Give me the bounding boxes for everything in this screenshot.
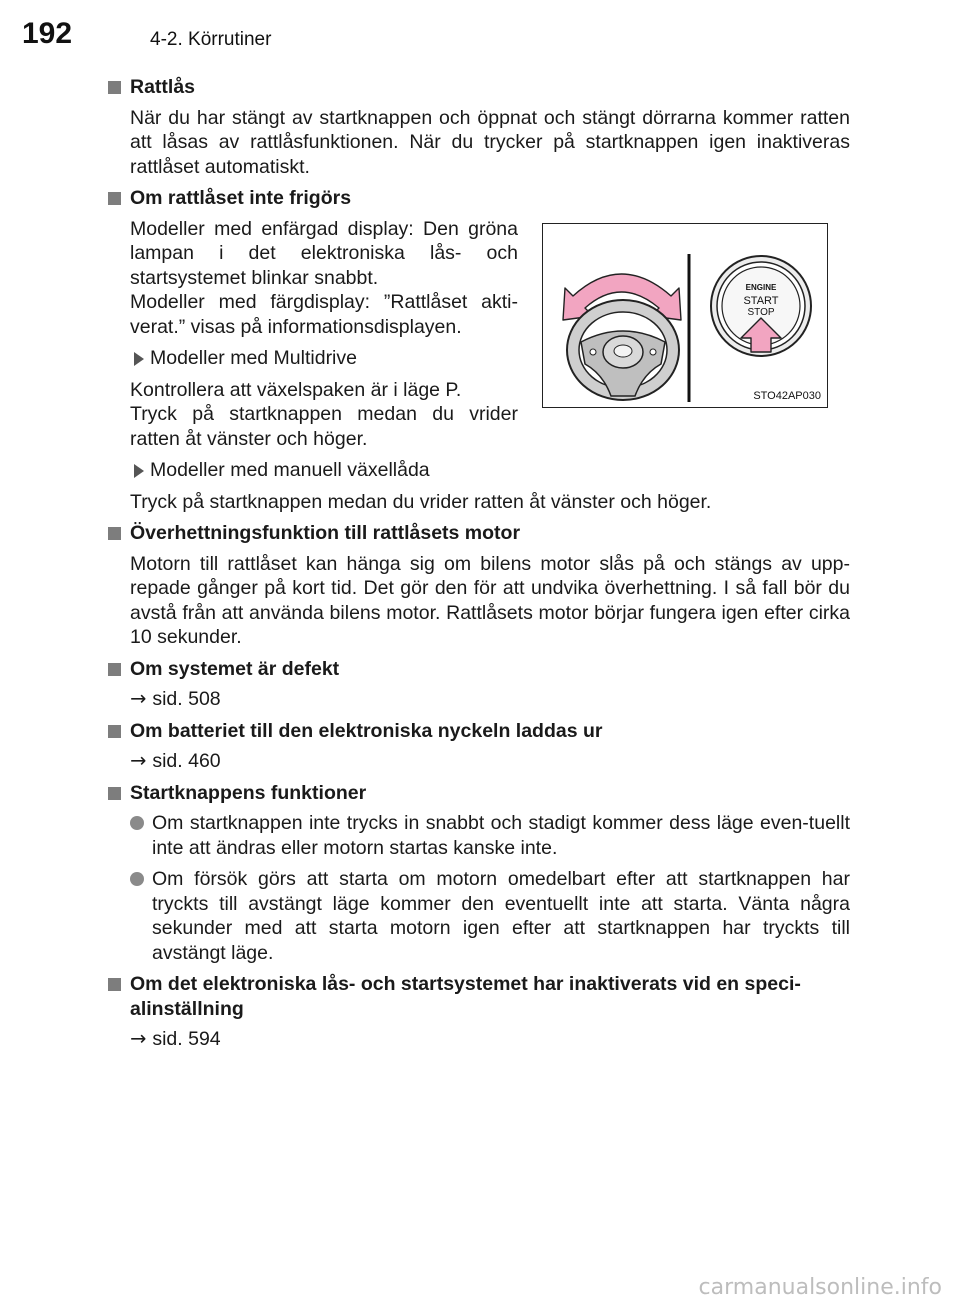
heading-text: Om det elektroniska lås- och startsystemet har inaktiverats vid en speci-alinställning — [130, 973, 801, 1020]
multidrive-text-2: Tryck på startknappen medan du vrider ratten åt vänster och höger. — [130, 403, 518, 450]
button-label-stop: STOP — [747, 306, 775, 318]
figure-code: STO42AP030 — [753, 389, 821, 402]
manual-label-text: Modeller med manuell växellåda — [150, 459, 430, 481]
page-content — [108, 75, 850, 1059]
button-label-start: START — [743, 294, 779, 307]
list-item — [130, 867, 850, 965]
section-title: 4-2. Körrutiner — [150, 29, 272, 50]
heading-defect — [108, 657, 850, 682]
square-bullet-icon — [108, 81, 121, 94]
steering-wheel-illustration — [543, 224, 826, 406]
frigors-block — [130, 217, 850, 459]
square-bullet-icon — [108, 192, 121, 205]
heading-overheat — [108, 521, 850, 546]
square-bullet-icon — [108, 787, 121, 800]
multidrive-label-text: Modeller med Multidrive — [150, 347, 357, 369]
square-bullet-icon — [108, 527, 121, 540]
ref-battery — [130, 749, 850, 774]
page-reference-link[interactable]: sid. 594 — [152, 1028, 221, 1050]
heading-text: Överhettningsfunktion till rattlåsets motor — [130, 522, 521, 544]
heading-text: Om batteriet till den elektroniska nyckeln laddas ur — [130, 719, 603, 742]
steering-wheel-icon — [567, 300, 679, 400]
manual-text: Tryck på startknappen medan du vrider ratten åt vänster och höger. — [130, 490, 712, 513]
button-label-engine: ENGINE — [745, 282, 777, 292]
heading-rattlas — [108, 75, 850, 100]
circle-bullet-icon — [130, 872, 144, 886]
heading-text: Startknappens funktioner — [130, 781, 367, 804]
display-color-text: Modeller med färgdisplay: ”Rattlåset akti-verat.” visas på informationsdisplayen. — [130, 291, 518, 338]
heading-text: Om systemet är defekt — [130, 657, 340, 680]
heading-battery — [108, 719, 850, 744]
list-item-text: Om försök görs att starta om motorn omedelbart efter att startknappen har tryckts till avstängt läge kommer den eventuellt inte att starta. Vänta några sekunder med att starta motorn igen efter att startknappen har tryckts till avstängt läge. — [152, 868, 850, 964]
list-item — [130, 811, 850, 860]
frigors-text-column — [130, 217, 518, 459]
square-bullet-icon — [108, 725, 121, 738]
display-mono-text: Modeller med enfärgad display: Den gröna lampan i det elektroniska lås- och startsystemet blinkar snabbt. — [130, 217, 518, 289]
heading-text: Om rattlåset inte frigörs — [130, 187, 352, 209]
triangle-bullet-icon — [134, 464, 144, 478]
arrow-right-icon: → — [130, 687, 147, 710]
arrow-right-icon: → — [130, 1027, 147, 1050]
paragraph-overheat: Motorn till rattlåset kan hänga sig om bilens motor slås på och stängs av upp-repade gånger på kort tid. Det gör den för att undvika överhettning. I så fall bör du avstå från att använda bilens motor. Rattlåsets motor börjar fungera igen efter cirka 10 sekunder. — [130, 552, 850, 648]
paragraph-rattlas: När du har stängt av startknappen och öppnat och stängt dörrarna kommer ratten att låsas av rattlåsfunktionen. När du trycker på startknappen igen inaktiveras rattlåset automatiskt. — [130, 106, 850, 178]
multidrive-text-1: Kontrollera att växelspaken är i läge P. — [130, 378, 462, 401]
page-reference-link[interactable]: sid. 508 — [152, 688, 221, 710]
steering-lock-figure — [542, 223, 828, 408]
multidrive-label — [130, 346, 518, 371]
square-bullet-icon — [108, 978, 121, 991]
heading-functions — [108, 781, 850, 806]
manual-label — [130, 458, 850, 483]
heading-special — [108, 972, 850, 1021]
ref-special — [130, 1027, 850, 1052]
arrow-right-icon: → — [130, 749, 147, 772]
circle-bullet-icon — [130, 816, 144, 830]
page-number: 192 — [22, 17, 73, 50]
list-item-text: Om startknappen inte trycks in snabbt och stadigt kommer dess läge even-tuellt inte att ändras eller motorn startas kanske inte. — [152, 812, 850, 859]
triangle-bullet-icon — [134, 352, 144, 366]
watermark: carmanualsonline.info — [698, 1275, 942, 1300]
square-bullet-icon — [108, 663, 121, 676]
start-stop-button-icon — [711, 256, 811, 356]
page-reference-link[interactable]: sid. 460 — [152, 750, 221, 772]
ref-defect — [130, 687, 850, 712]
heading-frigors — [108, 186, 850, 211]
heading-text: Rattlås — [130, 76, 196, 98]
